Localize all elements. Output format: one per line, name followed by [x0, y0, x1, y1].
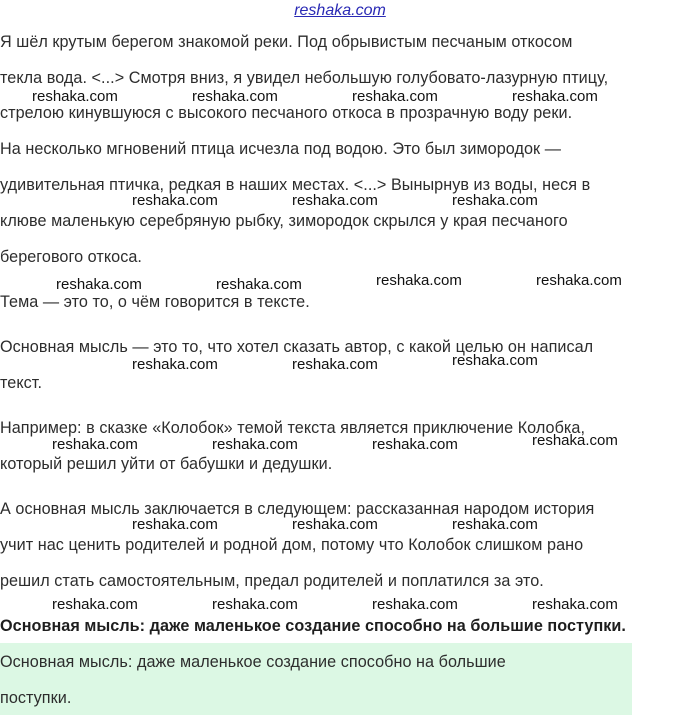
text-line: берегового откоса. — [0, 248, 142, 266]
text-line: Я шёл крутым берегом знакомой реки. Под обрывистым песчаным откосом — [0, 33, 573, 51]
watermark: reshaka.com — [512, 88, 598, 105]
watermark: reshaka.com — [212, 596, 298, 613]
watermark: reshaka.com — [192, 88, 278, 105]
text-line: Например: в сказке «Колобок» темой текста является приключение Колобка, — [0, 419, 586, 437]
bold-answer: Основная мысль: даже маленькое создание способно на большие поступки. — [0, 617, 626, 635]
watermark: reshaka.com — [132, 192, 218, 209]
watermark: reshaka.com — [132, 516, 218, 533]
text-line: который решил уйти от бабушки и дедушки. — [0, 455, 333, 473]
watermark: reshaka.com — [212, 436, 298, 453]
text-line: Основная мысль — это то, что хотел сказать автор, с какой целью он написал — [0, 338, 594, 356]
watermark: reshaka.com — [536, 272, 622, 289]
text-line: На несколько мгновений птица исчезла под водою. Это был зимородок — — [0, 140, 561, 158]
watermark: reshaka.com — [452, 192, 538, 209]
watermark: reshaka.com — [372, 596, 458, 613]
watermark: reshaka.com — [292, 356, 378, 373]
text-line: Тема — это то, о чём говорится в тексте. — [0, 293, 310, 311]
text-line: решил стать самостоятельным, предал родителей и поплатился за это. — [0, 572, 544, 590]
watermark: reshaka.com — [292, 516, 378, 533]
watermark: reshaka.com — [216, 276, 302, 293]
watermark: reshaka.com — [372, 436, 458, 453]
watermark: reshaka.com — [32, 88, 118, 105]
watermark: reshaka.com — [292, 192, 378, 209]
answer-box-line: Основная мысль: даже маленькое создание способно на большие — [0, 653, 506, 671]
text-line: А основная мысль заключается в следующем: рассказанная народом история — [0, 500, 595, 518]
text-line: удивительная птичка, редкая в наших местах. <...> Вынырнув из воды, неся в — [0, 176, 591, 194]
watermark: reshaka.com — [52, 596, 138, 613]
text-line: текст. — [0, 374, 43, 392]
text-line: текла вода. <...> Смотря вниз, я увидел небольшую голубовато-лазурную птицу, — [0, 69, 609, 87]
watermark: reshaka.com — [352, 88, 438, 105]
watermark: reshaka.com — [56, 276, 142, 293]
watermark: reshaka.com — [532, 596, 618, 613]
watermark: reshaka.com — [452, 352, 538, 369]
watermark: reshaka.com — [132, 356, 218, 373]
watermark: reshaka.com — [532, 432, 618, 449]
site-title[interactable]: reshaka.com — [294, 2, 386, 19]
watermark: reshaka.com — [452, 516, 538, 533]
text-line: стрелою кинувшуюся с высокого песчаного откоса в прозрачную воду реки. — [0, 104, 573, 122]
answer-box-line: поступки. — [0, 689, 72, 707]
watermark: reshaka.com — [52, 436, 138, 453]
watermark: reshaka.com — [376, 272, 462, 289]
text-line: учит нас ценить родителей и родной дом, потому что Колобок слишком рано — [0, 536, 584, 554]
text-line: клюве маленькую серебряную рыбку, зимородок скрылся у края песчаного — [0, 212, 568, 230]
